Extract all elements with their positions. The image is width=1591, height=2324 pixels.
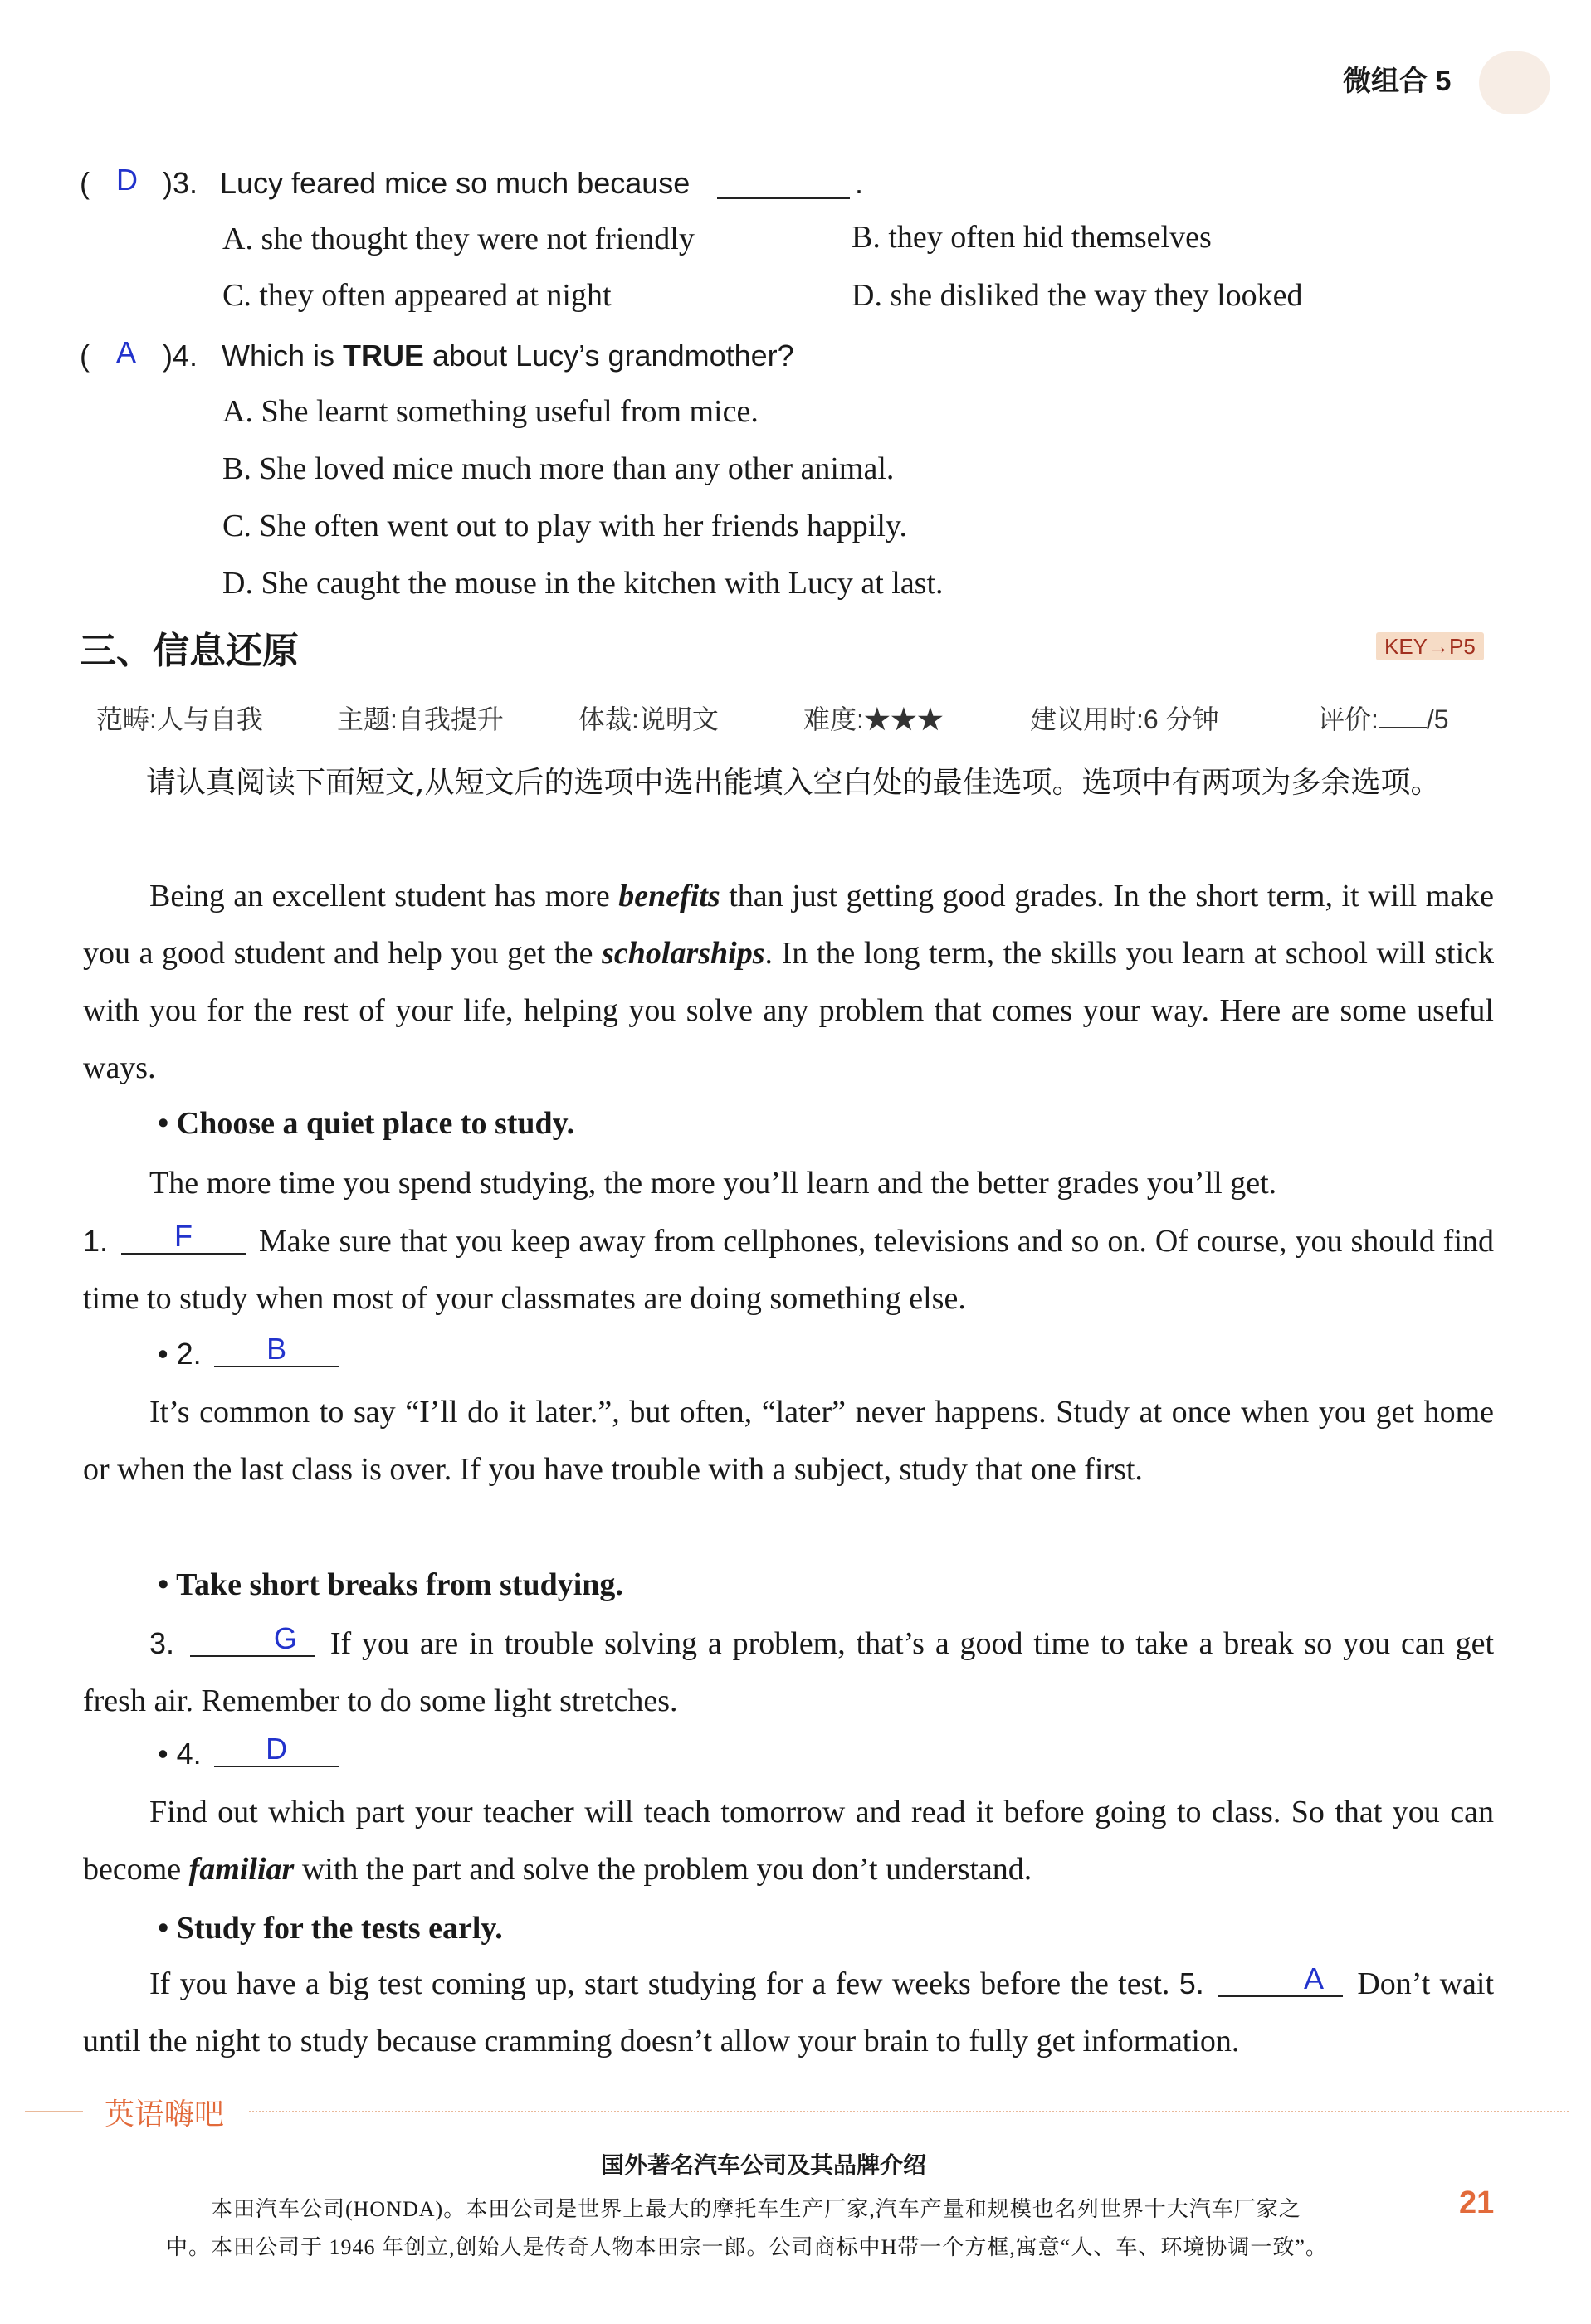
section-title: 三、信息还原	[80, 631, 299, 671]
passage-paragraph-3: It’s common to say “I’ll do it later.”, but often, “later” never happens. Study at once when you get home or when the last class is over. If you have trouble with a subject, study that one first.	[83, 1395, 1494, 1487]
instruction-text: 请认真阅读下面短文,从短文后的选项中选出能填入空白处的最佳选项。选项中有两项为多余选项。	[146, 766, 1441, 800]
option-b: B. they often hid themselves	[852, 220, 1212, 255]
footer-corner-label: 英语嗨吧	[105, 2097, 225, 2131]
question-stem: Lucy feared mice so much because	[220, 166, 691, 200]
footer-box-text-2: 中。本田公司于 1946 年创立,创始人是传奇人物本田宗一郎。公司商标中H带一个方框,寓意“人、车、环境协调一致”。	[166, 2235, 1328, 2259]
answer-blank-1: F	[121, 1220, 246, 1255]
answer-mark: A	[116, 335, 137, 369]
footer-rule-right	[249, 2111, 1569, 2112]
passage-paragraph-1: Being an excellent student has more benefits than just getting good grades. In the short term, it will make you a good student and help you get the scholarships. In the long term, the skills you learn at school will stick with you for the rest of your life, helping you solve any problem that comes your way. Here are some useful ways.	[83, 879, 1494, 1085]
tip-heading-3: • Take short breaks from studying.	[158, 1567, 623, 1602]
tip-heading-4: • 4. D	[158, 1736, 344, 1772]
meta-scope: 范畴:人与自我	[96, 704, 263, 734]
footer-rule-left	[25, 2111, 83, 2112]
meta-rating: 评价: /5	[1318, 704, 1449, 734]
header-decoration	[1479, 51, 1550, 114]
passage-paragraph-2: The more time you spend studying, the more you’ll learn and the better grades you’ll get.	[149, 1166, 1277, 1201]
option-d: D. she disliked the way they looked	[852, 278, 1303, 313]
answer-blank	[717, 197, 850, 199]
option-c: C. they often appeared at night	[222, 278, 612, 313]
meta-time: 建议用时:6 分钟	[1030, 704, 1219, 734]
footer-box-title: 国外著名汽车公司及其品牌介绍	[601, 2152, 927, 2178]
passage-paragraph-2b: 1. F Make sure that you keep away from cellphones, televisions and so on. Of course, you should find time to study when most of your classmates are doing something else.	[83, 1219, 1495, 1316]
answer-mark: D	[116, 163, 138, 197]
option-a: A. she thought they were not friendly	[222, 222, 695, 256]
question-number: )4.	[163, 339, 198, 373]
option-d: D. She caught the mouse in the kitchen with Lucy at last.	[222, 566, 944, 601]
stem-period: .	[855, 166, 864, 200]
answer-blank-5: A	[1218, 1962, 1343, 1997]
key-tag: KEY→P5	[1376, 632, 1484, 660]
answer-blank-4: D	[214, 1732, 339, 1767]
answer-blank-3: G	[190, 1622, 315, 1657]
meta-theme: 主题:自我提升	[337, 704, 504, 734]
option-a: A. She learnt something useful from mice.	[222, 394, 759, 429]
meta-difficulty: 难度:★★★	[803, 704, 944, 734]
tip-heading-2: • 2. B	[158, 1336, 344, 1372]
page-number: 21	[1459, 2185, 1495, 2220]
key-reference	[1376, 634, 1484, 660]
tip-heading-5: • Study for the tests early.	[158, 1911, 503, 1946]
meta-genre: 体裁:说明文	[578, 704, 719, 734]
tip-heading-1: • Choose a quiet place to study.	[158, 1106, 575, 1141]
header-section-label: 微组合 5	[1343, 66, 1452, 97]
footer-box-text-1: 本田汽车公司(HONDA)。本田公司是世界上最大的摩托车生产厂家,汽车产量和规模也名列世界十大汽车厂家之	[211, 2197, 1301, 2221]
paren-open: (	[80, 339, 90, 373]
passage-paragraph-6: If you have a big test coming up, start studying for a few weeks before the test. 5. A Don’t wait until the night to study because cramming doesn’t allow your brain to fully get information.	[83, 1961, 1495, 2058]
answer-blank-2: B	[214, 1333, 339, 1367]
question-number: )3.	[163, 166, 198, 200]
question-stem: Which is TRUE about Lucy’s grandmother?	[222, 339, 794, 373]
option-c: C. She often went out to play with her friends happily.	[222, 509, 907, 543]
option-b: B. She loved mice much more than any other animal.	[222, 451, 895, 486]
paren-open: (	[80, 166, 90, 200]
passage-paragraph-4: 3. G If you are in trouble solving a problem, that’s a good time to take a break so you can get fresh air. Remember to do some light stretches.	[83, 1621, 1495, 1718]
passage-paragraph-5: Find out which part your teacher will teach tomorrow and read it before going to class. So that you can become familiar with the part and solve the problem you don’t understand.	[83, 1795, 1494, 1887]
